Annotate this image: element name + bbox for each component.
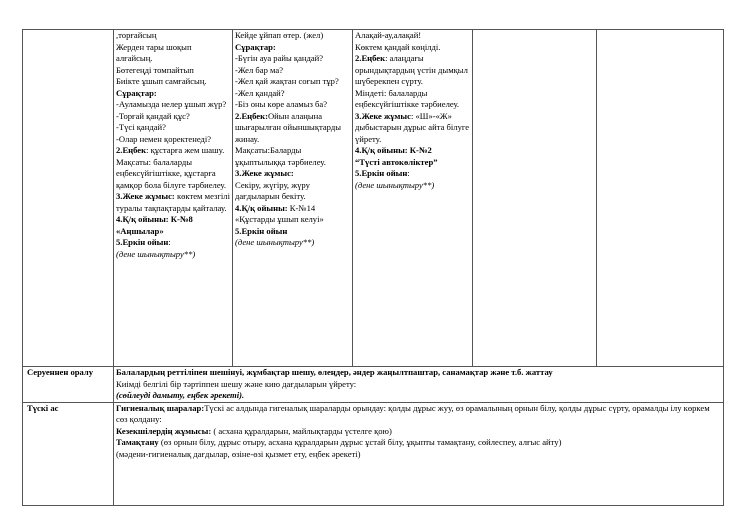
meal-section (116, 437, 721, 449)
game-label: 4.Қ/қ ойыны: (355, 145, 408, 155)
day-column-4 (473, 30, 597, 367)
game-section (116, 214, 230, 226)
day-column-5 (597, 30, 724, 367)
free-play-label: 5.Еркін ойын (235, 225, 288, 236)
meal-note: (мәдени-гигиеналық дағдылар, өзіне-өзі қызмет ету, еңбек әрекеті) (116, 448, 361, 459)
game-label: 4.Қ/қ ойыны: (116, 214, 169, 224)
day-column-2 (233, 30, 353, 367)
poem-line: Бөтегеңді томпайтып (116, 64, 194, 75)
labor-text: Ойын алаңына шығарылған ойыншықтарды жинау. (235, 110, 342, 144)
individual-text: Секіру, жүгіру, жүру дағдыларын бекіту. (235, 179, 310, 201)
free-play-note: (дене шынықтыру**) (235, 237, 315, 247)
free-play-note: (дене шынықтыру**) (116, 248, 196, 259)
poem-line: ,торғайсың (116, 30, 157, 40)
questions-heading: Сұрақтар: (116, 87, 157, 98)
questions-heading: Сұрақтар: (235, 41, 276, 52)
meal-label: Тамақтану (116, 437, 159, 447)
individual-label: 3.Жеке жұмыс: (235, 168, 294, 178)
labor-text: : алаңдағы орындықтардың үстін дымқыл шүберекпен сүрту. (355, 53, 468, 86)
question: -Жел қандай? (235, 87, 285, 98)
individual-text: : «Ш»-«Ж» дыбыстарын дұрыс айта білуге үйрету. (355, 110, 470, 144)
lunch-row-content (114, 402, 724, 505)
free-play-section (355, 168, 470, 180)
question: -Біз оны көре аламыз ба? (235, 99, 328, 109)
schedule-table (22, 29, 724, 506)
return-row-note: (сөйлеуді дамыту, еңбек әрекеті). (116, 390, 245, 400)
labor-section (116, 145, 230, 157)
game-section (355, 145, 470, 157)
meal-text: (өз орнын білу, дұрыс отыру, асхана құралдарын дұрыс ұстай білу, ұқыпты тамақтану, сөйлеспеу, алғыс айту) (158, 437, 562, 447)
poem-line: Жерден тары шоқып алғайсың. (116, 41, 192, 63)
individual-label: 3.Жеке жұмыс (355, 110, 411, 121)
free-play-colon: : (168, 237, 171, 247)
poem-line: Биікте ұшып самғайсың. (116, 76, 207, 86)
labor-goal: Мақсаты:Баларды ұқыптылыққа тәрбиелеу. (235, 145, 326, 167)
return-row-title: Балалардың реттіліпен шешінуі, жұмбақтар шешу, өлеңдер, әндер жаңылтпаштар, санамақтар және т.б. жаттау (116, 367, 553, 377)
game-name: “Түсті автокөліктер” (355, 156, 438, 167)
labor-goal: Мақсаты: балаларды еңбексүйгіштікке, құстарға қамқор бола білуге тәрбиелеу. (116, 156, 226, 190)
question: -Жел қай жақтан соғып тұр? (235, 76, 339, 86)
question: -Жел бар ма? (235, 64, 284, 75)
free-play-label: 5.Еркін ойын (116, 237, 169, 247)
question: -Түсі қандай? (116, 122, 166, 132)
labor-section (355, 53, 470, 88)
free-play-label: 5.Еркін ойын (355, 168, 408, 178)
game-text: К-№14 «Құстарды ұшып келуі» (235, 202, 324, 224)
question: -Олар немен қоректенеді? (116, 133, 212, 144)
individual-section (116, 191, 230, 214)
poem-line: Алақай-ау,алақай! (355, 30, 422, 40)
hygiene-text: Түскі ас алдында гигеналық шараларды орындау: қолды дұрыс жуу, өз орамалының орнын білу, қолды дұрыс сүрту, орамалды ілу көркем сөз қолдану: (116, 402, 710, 424)
labor-label: 2.Еңбек: (235, 110, 268, 121)
question: -Торғай қандай құс? (116, 110, 190, 121)
row-label-empty (23, 30, 114, 367)
return-row (23, 367, 724, 403)
riddle-line: Кейде ұйпап өтер. (жел) (235, 30, 324, 40)
activity-row (23, 30, 724, 367)
labor-goal: Міндеті: балаларды еңбексүйгіштікке тәрбиелеу. (355, 87, 460, 109)
individual-section (355, 111, 470, 146)
labor-text: : құстарға жем шашу. (146, 145, 225, 155)
return-row-label: Серуеннен оралу (23, 367, 114, 403)
individual-label: 3.Жеке жұмыс: (116, 191, 175, 201)
game-text: К-№8 (168, 214, 193, 224)
hygiene-label: Гигиеналық шаралар: (116, 402, 205, 413)
labor-label: 2.Еңбек (116, 145, 147, 155)
labor-section (235, 111, 350, 146)
duty-section (116, 426, 721, 438)
free-play-colon: : (407, 168, 410, 178)
question: -Ауламызда нелер ұшып жүр? (116, 99, 227, 109)
free-play-note: (дене шынықтыру**) (355, 179, 435, 190)
free-play-section (116, 237, 230, 249)
hygiene-section (116, 403, 721, 426)
game-name: «Аңшылар» (116, 225, 164, 236)
individual-text: көктем мезгілі туралы тақпақтарды қайталау. (116, 191, 230, 213)
game-section (235, 203, 350, 226)
day-column-1 (114, 30, 233, 367)
lunch-row-label: Түскі ас (23, 402, 114, 505)
return-row-content (114, 367, 724, 403)
question: -Бүгін ауа райы қандай? (235, 53, 324, 63)
day-column-3 (353, 30, 473, 367)
duty-text: ( асхана құралдарын, майлықтарды үстелге қою) (211, 425, 392, 436)
game-label: 4.Қ/қ ойыны: (235, 202, 288, 213)
return-row-text: Киімді белгілі бір тәртіппен шешу және кию дағдыларын үйрету: (116, 378, 357, 389)
poem-line: Көктем қандай көңілді. (355, 41, 441, 52)
duty-label: Кезекшілердің жұмысы: (116, 425, 212, 436)
labor-label: 2.Еңбек (355, 53, 386, 63)
game-text: К-№2 (407, 145, 432, 155)
lunch-row (23, 402, 724, 505)
